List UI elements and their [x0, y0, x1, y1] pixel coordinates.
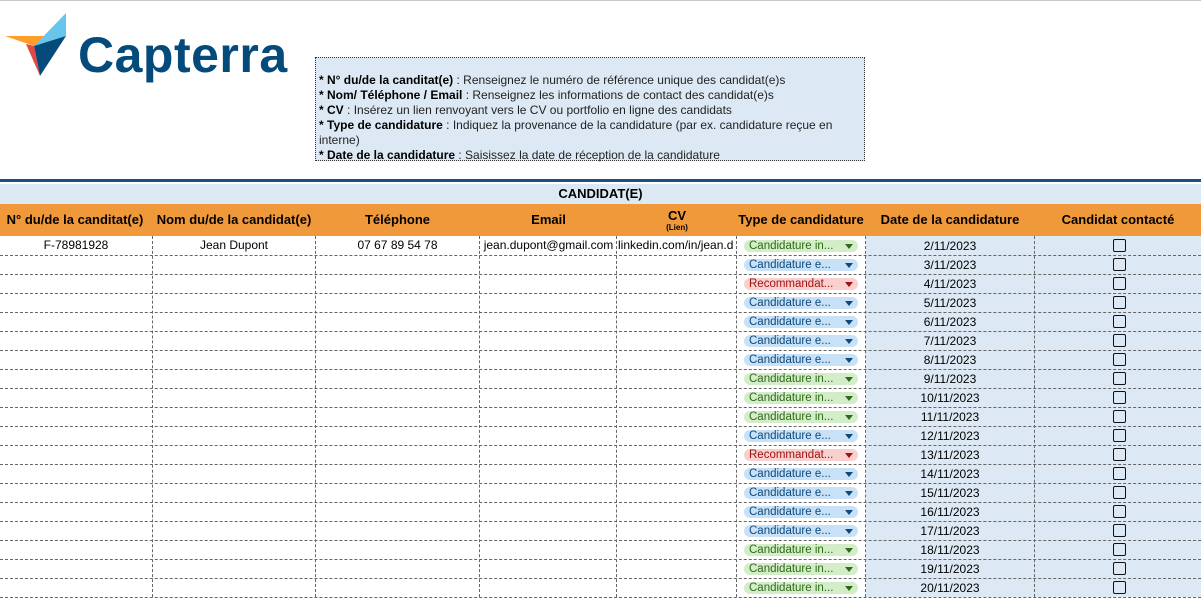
cell-name[interactable] — [153, 274, 315, 293]
instructions-box — [315, 57, 865, 161]
cell-phone[interactable] — [316, 369, 479, 388]
type-dropdown-label: Candidature e... — [749, 525, 831, 537]
type-dropdown-label: Recommandat... — [749, 449, 834, 461]
cell-email[interactable] — [480, 274, 617, 293]
cell-email[interactable]: jean.dupont@gmail.com — [483, 238, 614, 252]
cell-phone[interactable] — [316, 312, 479, 331]
contacted-checkbox[interactable] — [1113, 486, 1126, 499]
chevron-down-icon — [845, 567, 853, 572]
cell-id[interactable] — [0, 369, 152, 388]
cell-cv[interactable] — [618, 312, 736, 331]
cell-email[interactable] — [480, 483, 617, 502]
cell-id[interactable] — [0, 274, 152, 293]
type-dropdown-label: Candidature e... — [749, 487, 831, 499]
cell-date[interactable]: 8/11/2023 — [923, 353, 977, 367]
chevron-down-icon — [845, 320, 853, 325]
section-divider — [0, 179, 1201, 182]
header-cv-label: CV — [667, 207, 687, 223]
cell-id[interactable] — [0, 445, 152, 464]
type-dropdown-label: Candidature e... — [749, 259, 831, 271]
cell-cv[interactable] — [618, 255, 736, 274]
cell-name[interactable]: Jean Dupont — [199, 238, 269, 252]
cell-date[interactable]: 18/11/2023 — [920, 543, 980, 557]
column-divider — [736, 236, 737, 597]
cell-phone[interactable]: 07 67 89 54 78 — [357, 238, 438, 252]
cell-cv[interactable] — [618, 293, 736, 312]
cell-id[interactable] — [0, 255, 152, 274]
cell-name[interactable] — [153, 521, 315, 540]
cell-email[interactable] — [480, 369, 617, 388]
type-dropdown[interactable] — [744, 392, 858, 404]
note-line: * Type de candidature : Indiquez la provenance de la candidature (par ex. candidature reçue en interne) — [319, 118, 833, 147]
cell-date[interactable]: 13/11/2023 — [920, 448, 980, 462]
type-dropdown[interactable] — [744, 335, 858, 347]
cell-email[interactable] — [480, 540, 617, 559]
cell-id[interactable] — [0, 350, 152, 369]
chevron-down-icon — [845, 491, 853, 496]
cell-cv[interactable] — [618, 274, 736, 293]
cell-id[interactable] — [0, 540, 152, 559]
cell-email[interactable] — [480, 388, 617, 407]
type-dropdown-label: Candidature e... — [749, 316, 831, 328]
cell-phone[interactable] — [316, 388, 479, 407]
cell-name[interactable] — [153, 255, 315, 274]
header-type[interactable]: Type de candidature — [738, 212, 864, 227]
type-dropdown-label: Candidature in... — [749, 392, 834, 404]
cell-name[interactable] — [153, 540, 315, 559]
cell-id[interactable] — [0, 559, 152, 578]
cell-id[interactable] — [0, 483, 152, 502]
header-cv-sublabel: (Lien) — [666, 222, 688, 232]
cell-phone[interactable] — [316, 350, 479, 369]
chevron-down-icon — [845, 282, 853, 287]
header-name[interactable]: Nom du/de la candidat(e) — [156, 212, 312, 227]
chevron-down-icon — [845, 396, 853, 401]
cell-email[interactable] — [480, 350, 617, 369]
cell-phone[interactable] — [316, 521, 479, 540]
cell-name[interactable] — [153, 578, 315, 597]
cell-phone[interactable] — [316, 502, 479, 521]
cell-name[interactable] — [153, 407, 315, 426]
cell-email[interactable] — [480, 578, 617, 597]
type-dropdown[interactable] — [744, 411, 858, 423]
contacted-checkbox[interactable] — [1113, 334, 1126, 347]
contacted-checkbox[interactable] — [1113, 467, 1126, 480]
cell-name[interactable] — [153, 464, 315, 483]
cell-phone[interactable] — [316, 407, 479, 426]
cell-date[interactable]: 4/11/2023 — [923, 277, 977, 291]
contacted-checkbox[interactable] — [1113, 296, 1126, 309]
cell-email[interactable] — [480, 521, 617, 540]
cell-name[interactable] — [153, 331, 315, 350]
column-divider — [1034, 236, 1035, 597]
cell-name[interactable] — [153, 445, 315, 464]
type-dropdown[interactable] — [744, 525, 858, 537]
cell-phone[interactable] — [316, 331, 479, 350]
cell-name[interactable] — [153, 369, 315, 388]
note-line: * Nom/ Téléphone / Email : Renseignez les informations de contact des candidat(e)s — [319, 88, 774, 102]
type-dropdown[interactable] — [744, 449, 858, 461]
cell-cv[interactable] — [618, 331, 736, 350]
cell-phone[interactable] — [316, 559, 479, 578]
cell-email[interactable] — [480, 331, 617, 350]
note-line: * CV : Insérez un lien renvoyant vers le CV ou portfolio en ligne des candidats — [319, 103, 732, 117]
cell-phone[interactable] — [316, 293, 479, 312]
chevron-down-icon — [845, 339, 853, 344]
cell-id[interactable] — [0, 331, 152, 350]
cell-cv[interactable] — [618, 578, 736, 597]
cell-id[interactable] — [0, 312, 152, 331]
cell-email[interactable] — [480, 293, 617, 312]
cell-name[interactable] — [153, 350, 315, 369]
cell-id[interactable] — [0, 388, 152, 407]
cell-email[interactable] — [480, 559, 617, 578]
cell-date[interactable]: 10/11/2023 — [920, 391, 980, 405]
type-dropdown[interactable] — [744, 506, 858, 518]
chevron-down-icon — [845, 301, 853, 306]
note-line: * Date de la candidature : Saisissez la date de réception de la candidature — [319, 148, 720, 162]
cell-cv[interactable] — [618, 369, 736, 388]
chevron-down-icon — [845, 472, 853, 477]
cell-id[interactable] — [0, 521, 152, 540]
contacted-checkbox[interactable] — [1113, 239, 1126, 252]
chevron-down-icon — [845, 453, 853, 458]
cell-email[interactable] — [480, 502, 617, 521]
contacted-checkbox[interactable] — [1113, 524, 1126, 537]
chevron-down-icon — [845, 434, 853, 439]
contacted-checkbox[interactable] — [1113, 448, 1126, 461]
cell-date[interactable]: 16/11/2023 — [920, 505, 980, 519]
cell-cv[interactable] — [618, 388, 736, 407]
header-phone[interactable]: Téléphone — [364, 212, 430, 227]
type-dropdown-label: Candidature e... — [749, 297, 831, 309]
chevron-down-icon — [845, 244, 853, 249]
header-email[interactable]: Email — [531, 212, 566, 227]
cell-id[interactable] — [0, 426, 152, 445]
cell-cv[interactable] — [618, 445, 736, 464]
logo-text: Capterra — [78, 27, 288, 83]
cell-cv[interactable] — [618, 483, 736, 502]
type-dropdown[interactable] — [744, 259, 858, 271]
contacted-checkbox[interactable] — [1113, 353, 1126, 366]
header-cv[interactable] — [617, 204, 737, 236]
cell-name[interactable] — [153, 483, 315, 502]
cell-date[interactable]: 5/11/2023 — [923, 296, 977, 310]
type-dropdown[interactable] — [744, 430, 858, 442]
chevron-down-icon — [845, 415, 853, 420]
type-dropdown[interactable] — [744, 316, 858, 328]
cell-email[interactable] — [480, 255, 617, 274]
cell-cv[interactable] — [618, 350, 736, 369]
contacted-checkbox[interactable] — [1113, 258, 1126, 271]
cell-email[interactable] — [480, 407, 617, 426]
cell-id[interactable] — [0, 407, 152, 426]
cell-id[interactable] — [0, 293, 152, 312]
cell-phone[interactable] — [316, 255, 479, 274]
cell-date[interactable]: 17/11/2023 — [920, 524, 980, 538]
type-dropdown[interactable] — [744, 240, 858, 252]
header-id[interactable]: N° du/de la canditat(e) — [6, 212, 144, 227]
cell-cv[interactable] — [618, 407, 736, 426]
type-dropdown[interactable] — [744, 297, 858, 309]
cell-phone[interactable] — [316, 540, 479, 559]
cell-name[interactable] — [153, 388, 315, 407]
cell-date[interactable]: 11/11/2023 — [920, 410, 980, 424]
cell-name[interactable] — [153, 293, 315, 312]
contacted-checkbox[interactable] — [1113, 315, 1126, 328]
cell-email[interactable] — [480, 312, 617, 331]
contacted-checkbox[interactable] — [1113, 562, 1126, 575]
contacted-checkbox[interactable] — [1113, 505, 1126, 518]
cell-phone[interactable] — [316, 426, 479, 445]
chevron-down-icon — [845, 510, 853, 515]
cell-id[interactable] — [0, 464, 152, 483]
cell-id[interactable] — [0, 502, 152, 521]
cell-phone[interactable] — [316, 578, 479, 597]
header-date[interactable]: Date de la candidature — [880, 212, 1020, 227]
cell-phone[interactable] — [316, 483, 479, 502]
contacted-checkbox[interactable] — [1113, 429, 1126, 442]
contacted-checkbox[interactable] — [1113, 277, 1126, 290]
type-dropdown[interactable] — [744, 373, 858, 385]
type-dropdown-label: Candidature in... — [749, 582, 834, 594]
cell-date[interactable]: 2/11/2023 — [923, 239, 977, 253]
cell-phone[interactable] — [316, 445, 479, 464]
chevron-down-icon — [845, 377, 853, 382]
chevron-down-icon — [845, 529, 853, 534]
cell-name[interactable] — [153, 502, 315, 521]
cell-cv[interactable] — [618, 521, 736, 540]
cell-date[interactable]: 20/11/2023 — [920, 581, 980, 595]
cell-email[interactable] — [480, 426, 617, 445]
section-title: CANDIDAT(E) — [0, 184, 1201, 204]
type-dropdown[interactable] — [744, 563, 858, 575]
type-dropdown-label: Candidature e... — [749, 468, 831, 480]
cell-id[interactable] — [0, 578, 152, 597]
cell-date[interactable]: 7/11/2023 — [923, 334, 977, 348]
type-dropdown[interactable] — [744, 468, 858, 480]
type-dropdown-label: Candidature in... — [749, 240, 834, 252]
type-dropdown-label: Candidature e... — [749, 354, 831, 366]
cell-id[interactable]: F-78981928 — [43, 238, 109, 252]
type-dropdown-label: Candidature in... — [749, 544, 834, 556]
contacted-checkbox[interactable] — [1113, 372, 1126, 385]
cell-cv[interactable] — [618, 502, 736, 521]
cell-name[interactable] — [153, 559, 315, 578]
cell-name[interactable] — [153, 312, 315, 331]
type-dropdown[interactable] — [744, 278, 858, 290]
type-dropdown[interactable] — [744, 544, 858, 556]
cell-cv[interactable]: linkedin.com/in/jean.d — [618, 238, 734, 252]
type-dropdown-label: Candidature e... — [749, 335, 831, 347]
cell-name[interactable] — [153, 426, 315, 445]
cell-phone[interactable] — [316, 274, 479, 293]
type-dropdown-label: Candidature e... — [749, 506, 831, 518]
cell-date[interactable]: 6/11/2023 — [923, 315, 977, 329]
cell-cv[interactable] — [618, 464, 736, 483]
cell-date[interactable]: 19/11/2023 — [920, 562, 980, 576]
cell-email[interactable] — [480, 445, 617, 464]
cell-date[interactable]: 12/11/2023 — [920, 429, 980, 443]
header-contacted[interactable]: Candidat contacté — [1061, 212, 1175, 227]
chevron-down-icon — [845, 263, 853, 268]
cell-cv[interactable] — [618, 559, 736, 578]
chevron-down-icon — [845, 358, 853, 363]
contacted-checkbox[interactable] — [1113, 391, 1126, 404]
type-dropdown-label: Recommandat... — [749, 278, 834, 290]
cell-date[interactable]: 15/11/2023 — [920, 486, 980, 500]
capterra-arrow-icon — [4, 10, 74, 80]
type-dropdown[interactable] — [744, 582, 858, 594]
cell-cv[interactable] — [618, 426, 736, 445]
cell-date[interactable]: 14/11/2023 — [920, 467, 980, 481]
contacted-checkbox[interactable] — [1113, 581, 1126, 594]
table-header — [0, 204, 1201, 236]
note-line: * N° du/de la canditat(e) : Renseignez le numéro de référence unique des candidat(e)s — [319, 73, 786, 87]
contacted-checkbox[interactable] — [1113, 410, 1126, 423]
cell-cv[interactable] — [618, 540, 736, 559]
contacted-checkbox[interactable] — [1113, 543, 1126, 556]
type-dropdown-label: Candidature in... — [749, 411, 834, 423]
cell-date[interactable]: 9/11/2023 — [923, 372, 977, 386]
chevron-down-icon — [845, 548, 853, 553]
cell-email[interactable] — [480, 464, 617, 483]
type-dropdown[interactable] — [744, 354, 858, 366]
cell-date[interactable]: 3/11/2023 — [923, 258, 977, 272]
type-dropdown[interactable] — [744, 487, 858, 499]
cell-phone[interactable] — [316, 464, 479, 483]
type-dropdown-label: Candidature e... — [749, 430, 831, 442]
capterra-logo — [4, 10, 304, 83]
type-dropdown-label: Candidature in... — [749, 563, 834, 575]
chevron-down-icon — [845, 586, 853, 591]
top-border — [0, 0, 1201, 1]
type-dropdown-label: Candidature in... — [749, 373, 834, 385]
